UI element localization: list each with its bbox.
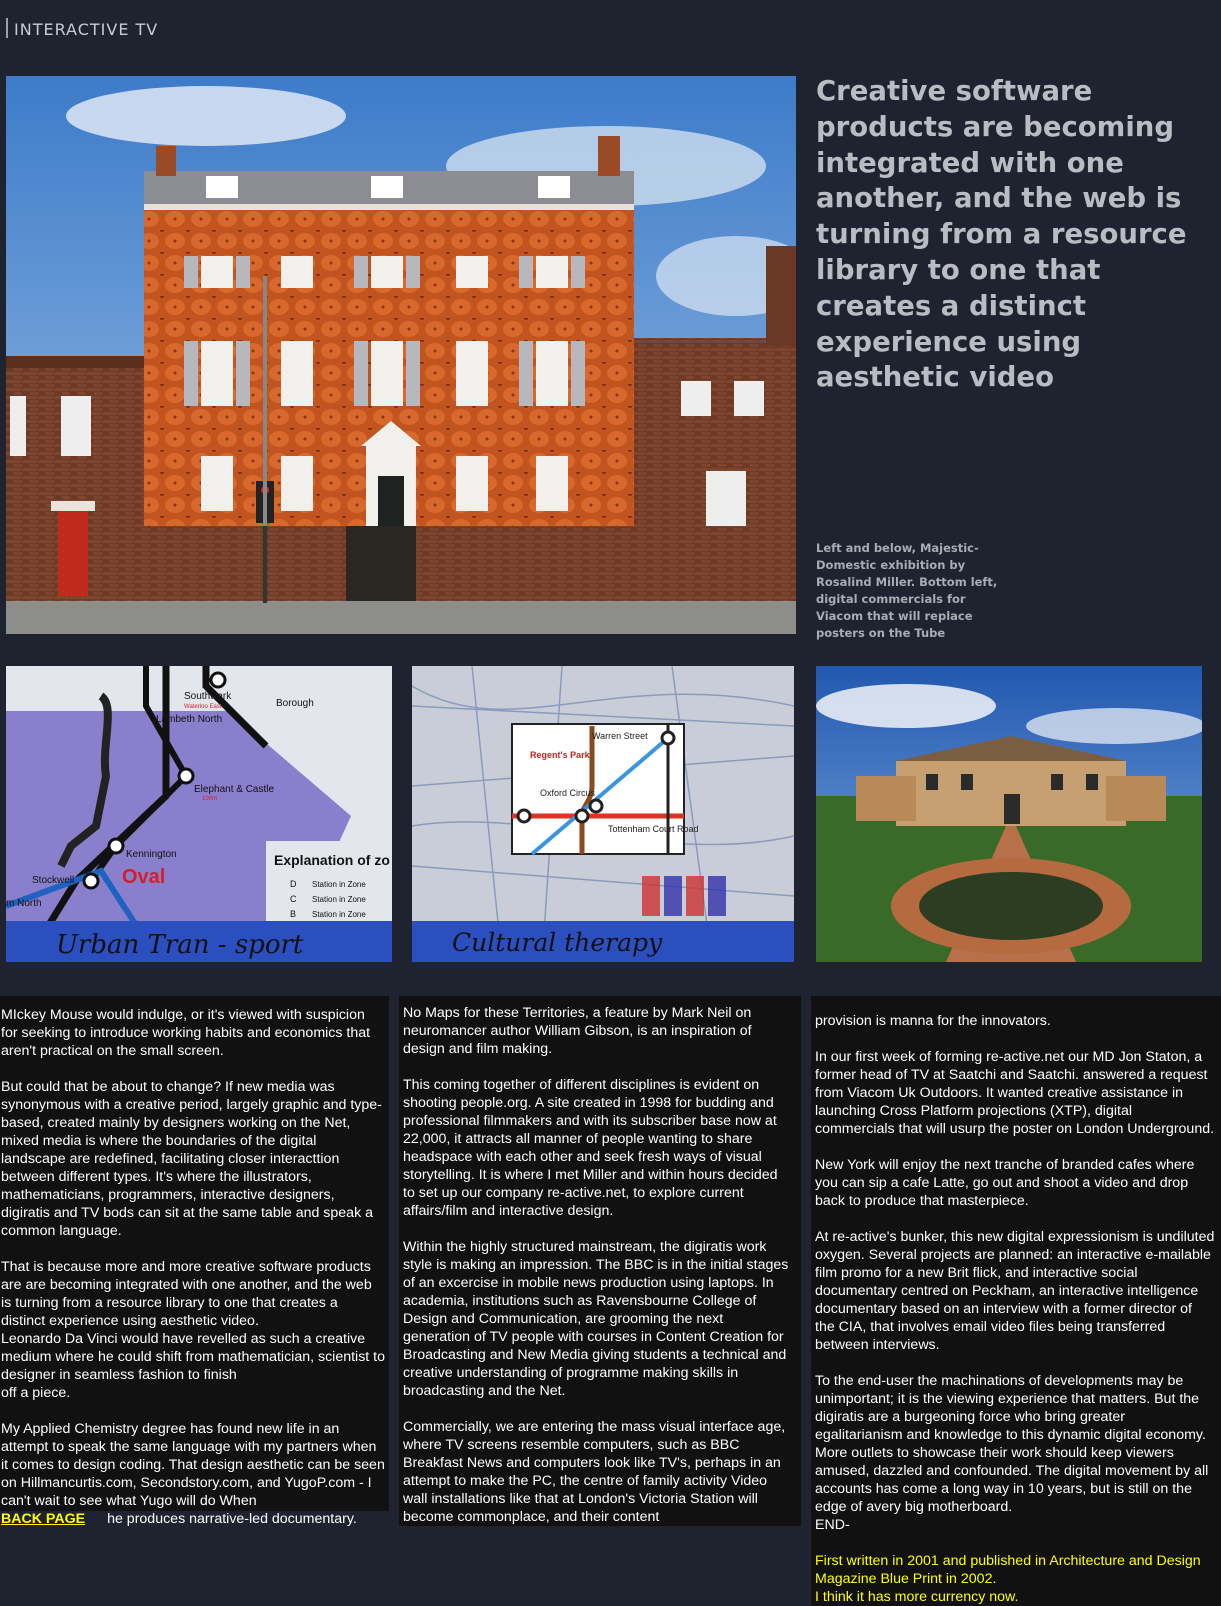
- article-paragraph: MIckey Mouse would indulge, or it's viewed with suspicion for seeking to introduce working habits and economics that aren't practical on the small screen.: [1, 1007, 371, 1059]
- legend-text: Station in Zone: [312, 880, 366, 889]
- legend-letter: B: [290, 909, 297, 919]
- article-column-3: [811, 996, 1221, 1606]
- article-paragraph: This coming together of different disciplines is evident on shooting people.org. A site created in 1998 for budding and professional filmmakers and with its subscriber base now at 22,000, it attracts all manner of people wanting to share headspace with each other and seek fresh ways of visual storytelling. It is where I met Miller and within hours decided to set up our company re-active.net, to explore current affairs/film and interactive design.: [403, 1077, 778, 1219]
- article-paragraph: In our first week of forming re-active.net our MD Jon Staton, a former head of TV at Saatchi and Saatchi. answered a request from Viacom Uk Outdoors. It wanted creative assistance in launching Cross Platform projections (XTP), digital commercials that will usurp the poster on London Underground.: [815, 1049, 1215, 1137]
- pull-quote: Creative software products are becoming integrated with one another, and the web is turning from a resource library to one that creates a distinct experience using aesthetic video: [816, 75, 1187, 394]
- back-page-line: [1, 1510, 385, 1528]
- article-paragraph: Within the highly structured mainstream, the digiratis work style is making an impression. The BBC is in the initial stages of an excercise in mobile news production using laptops. In academia, institutions such as Ravensbourne College of Design and Communication, are grooming the next generation of TV people with courses in Content Creation for Broadcasting and New Media giving students a technical and creative understanding of programme making skills in broadcasting and the Net.: [403, 1239, 789, 1399]
- article-paragraph: No Maps for these Territories, a feature by Mark Neil on neuromancer author William Gibson, is an inspiration of design and film making.: [403, 1005, 752, 1057]
- article-column-2: [399, 996, 801, 1526]
- hero-photo: [6, 76, 796, 634]
- station-label: Southwark: [184, 691, 232, 702]
- station-label: Elephant & Castle: [194, 784, 275, 795]
- section-rule: [6, 18, 8, 38]
- article-column-1: [0, 996, 389, 1527]
- back-page-link[interactable]: BACK PAGE: [1, 1511, 86, 1527]
- station-label: Warren Street: [592, 731, 648, 741]
- handwritten-caption: Urban Tran - sport: [56, 930, 304, 960]
- legend-letter: D: [290, 879, 297, 889]
- article-paragraph: provision is manna for the innovators.: [815, 1013, 1051, 1029]
- publication-footnote: First written in 2001 and published in Architecture and Design Magazine Blue Print in 2002. I think it has more currency now.: [815, 1553, 1201, 1605]
- article-paragraph: New York will enjoy the next tranche of branded cafes where you can sip a cafe Latte, go out and shoot a video and drop back to produce that masterpiece.: [815, 1157, 1195, 1209]
- article-paragraph: Commercially, we are entering the mass visual interface age, where TV screens resemble computers, such as BBC Breakfast News and computers look like TV's, perhaps in an attempt to make the PC, the centre of family activity Video wall installations like that at London's Victoria Station will become commonplace, and their content: [403, 1419, 786, 1525]
- station-label: Oval: [122, 866, 166, 888]
- article-paragraph: To the end-user the machinations of developments may be unimportant; it is the viewing experience that matters. But the digiratis are a burgeoning force who bring greater egalitarianism and knowledge to this dynamic digital economy. More outlets to showcase their work should keep viewers amused, dazzled and confounded. The digital movement by all accounts has come a long way in 10 years, but is still on the edge of avery big motherboard.: [815, 1373, 1209, 1515]
- station-label: Borough: [276, 698, 314, 709]
- station-label: m North: [6, 898, 42, 909]
- station-label: Stockwell: [32, 875, 75, 886]
- article-paragraph: That is because more and more creative software products are are becoming integrated with one another, and the web is turning from a resource library to one that creates a distinct experience using aesthetic video. Leonardo Da Vinci would have revelled as such a creative medium where he could shift from mathematician, scientist to designer in seamless fashion to finish off a piece.: [1, 1259, 386, 1401]
- photo-caption: Left and below, Majestic-Domestic exhibition by Rosalind Miller. Bottom left, digital commercials for Viacom that will replace posters on the Tube: [816, 541, 998, 640]
- article-paragraph: At re-active's bunker, this new digital expressionism is undiluted oxygen. Several projects are planned: an interactive e-mailable film promo for a new Brit flick, and interactive social documentary centred on Peckham, an interactive intelligence documentary based on an interview with a former director of the CIA, that involves email video files being transferred between interviews.: [815, 1229, 1215, 1353]
- legend-text: Station in Zone: [312, 895, 366, 904]
- article-paragraph: But could that be about to change? If new media was synonymous with a creative period, largely graphic and type-based, created mainly by designers working on the Net, mixed media is where the boundaries of the digital landscape are redefined, facilitating closer interacttion between different types. It's where the illustrators, mathematicians, programmers, interactive designers, digiratis and TV bods can sit at the same table and speak a common language.: [1, 1079, 382, 1239]
- thumb-urban-transport: [6, 666, 392, 962]
- station-label: Lambeth North: [156, 714, 223, 725]
- map-legend-title: Explanation of zo: [274, 852, 390, 868]
- thumb-cultural-therapy: [412, 666, 794, 962]
- station-sub-label: 100m: [202, 796, 218, 802]
- legend-text: Station in Zone: [312, 910, 366, 919]
- thumb-mansion: [816, 666, 1202, 962]
- station-label: Oxford Circus: [540, 788, 596, 798]
- station-label: Tottenham Court Road: [608, 824, 699, 834]
- station-label: Regent's Park: [530, 750, 590, 760]
- legend-letter: C: [290, 894, 297, 904]
- station-label: Kennington: [126, 849, 177, 860]
- handwritten-caption: Cultural therapy: [452, 928, 663, 957]
- article-paragraph: My Applied Chemistry degree has found new life in an attempt to speak the same language with my partners when it comes to design coding. That design aesthetic can be seen on Hillmancurtis.com, Secondstory.com, and YugoP.com - I can't wait to see what Yugo will do When: [1, 1421, 385, 1509]
- section-label: INTERACTIVE TV: [14, 20, 159, 39]
- article-paragraph-tail: he produces narrative-led documentary.: [107, 1511, 357, 1527]
- end-marker: END-: [815, 1517, 850, 1533]
- station-sub-label: Waterloo East: [184, 704, 222, 710]
